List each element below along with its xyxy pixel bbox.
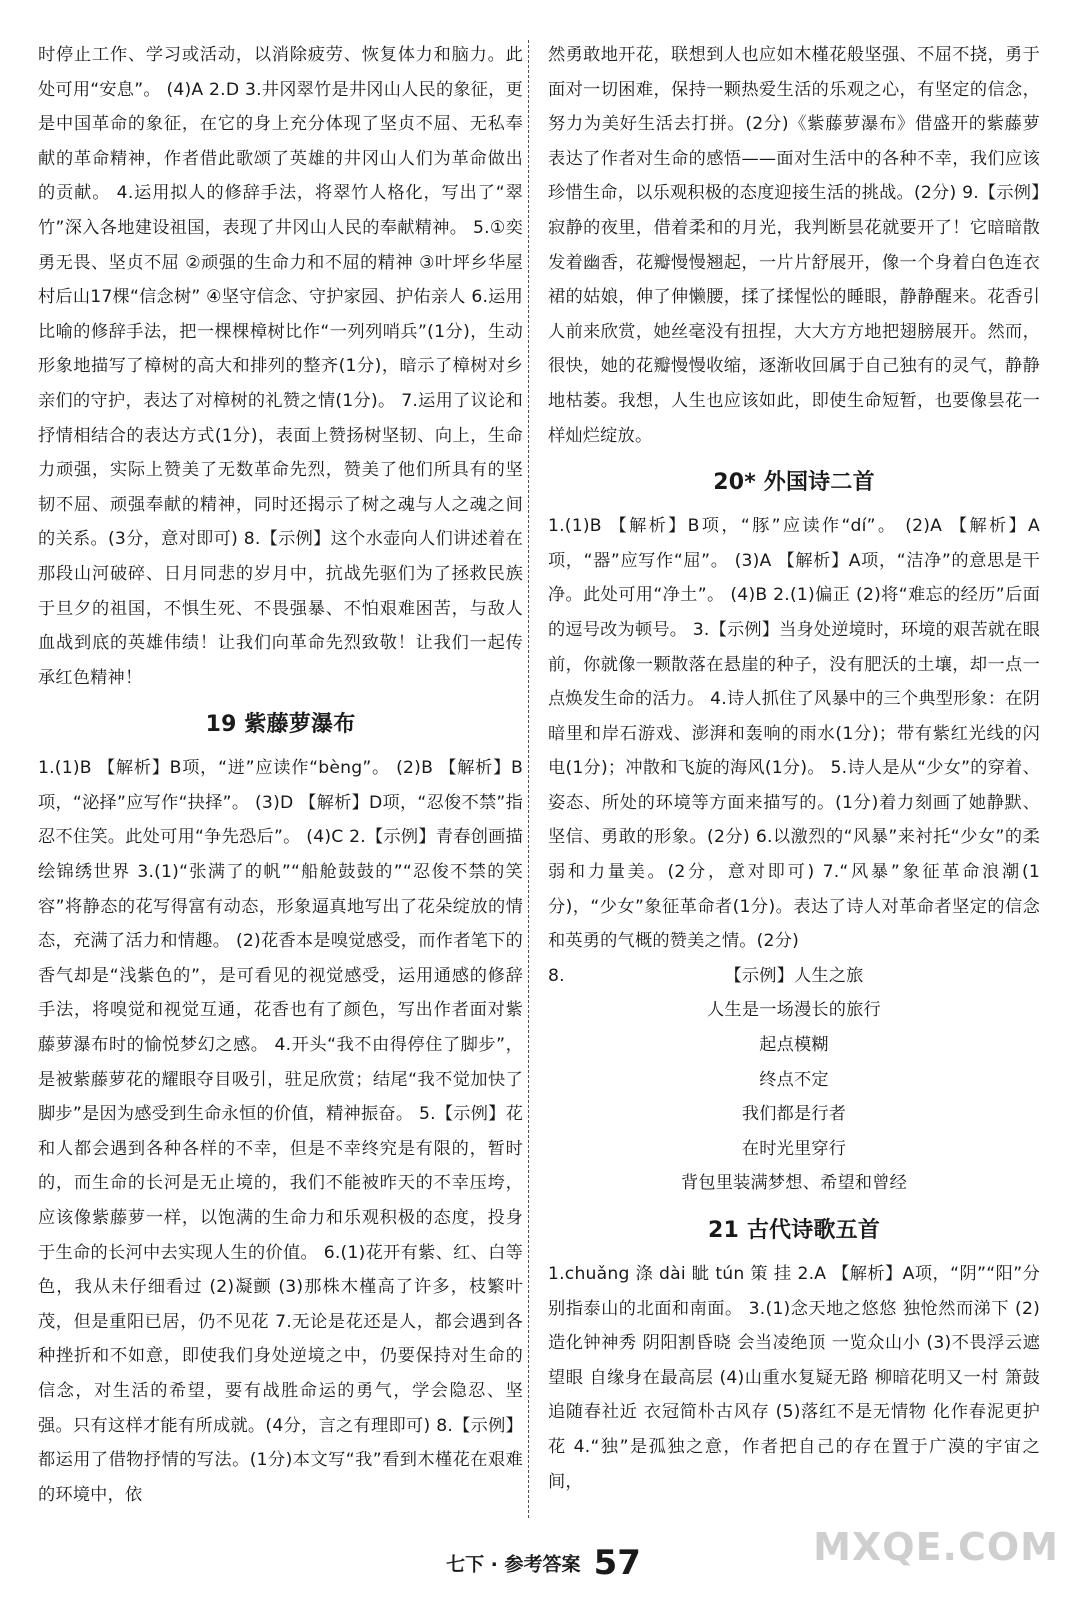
poem-line: 终点不定 [759, 1069, 829, 1090]
section-19-title: 19 紫藤萝瀑布 [205, 712, 356, 738]
poem-line: 起点模糊 [759, 1035, 829, 1056]
right-continued-paragraph: 然勇敢地开花，联想到人也应如木槿花般坚强、不屈不挠，勇于面对一切困难，保持一颗热爱生活的乐观之心，有坚定的信念，努力为美好生活去打拼。(2分)《紫藤萝瀑布》借盛开的紫藤萝表达了作者对生命的感悟——面对生活中的各种不幸，我们应该珍惜生命，以乐观积极的态度迎接生活的挑战。(2分) 9.【示例】寂静的夜里，借着柔和的月光，我判断昙花就要开了！它暗暗散发着幽香，花瓣慢慢翘起，一片片舒展开，像一个身着白色连衣裙的姑娘，伸了伸懒腰，揉了揉惺忪的睡眼，静静醒来。花香引人前来欣赏，她丝毫没有扭捏，大大方方地把翅膀展开。然而，很快，她的花瓣慢慢收缩，逐渐收回属于自己独有的灵气，静静地枯萎。我想，人生也应该如此，即使生命短暂，也要像昙花一样灿烂绽放。 [548, 45, 1040, 446]
poem-line: 我们都是行者 [741, 1104, 847, 1125]
section-19-body: 1.(1)B 【解析】B项，“迸”应读作“bèng”。 (2)B 【解析】B项，“泌择”应写作“抉择”。 (3)D 【解析】D项，“忍俊不禁”指忍不住笑。此处可用“争先恐后”。 (4)C 2.【示例】青春创画描绘锦绣世界 3.(1)“张满了的帆”“船舱鼓鼓的”“忍俊不禁的笑容”将静态的花写得富有动态，形象逼真地写出了花朵绽放的情态，充满了活力和情趣。 (2)花香本是嗅觉感受，而作者笔下的香气却是“浅紫色的”，是可看见的视觉感受，运用通感的修辞手法，将嗅觉和视觉互通，花香也有了颜色，写出作者面对紫藤萝瀑布时的愉悦梦幻之感。 4.开头“我不由得停住了脚步”，是被紫藤萝花的耀眼夺目吸引，驻足欣赏；结尾“我不觉加快了脚步”是因为感受到生命永恒的价值，精神振奋。 5.【示例】花和人都会遇到各种各样的不幸，但是不幸终究是有限的，暂时的，而生命的长河是无止境的，我们不能被昨天的不幸压垮，应该像紫藤萝一样，以饱满的生命力和乐观积极的态度，投身于生命的长河中去实现人生的价值。 6.(1)花开有紫、红、白等色，我从未仔细看过 (2)凝颤 (3)那株木槿高了许多，枝繁叶茂，但是重阳已居，仍不见花 7.无论是花还是人，都会遇到各种挫折和不如意，即使我们身处逆境之中，仍要保持对生命的信念，对生活的希望，要有战胜命运的勇气，学会隐忍、坚强。只有这样才能有所成就。(4分，言之有理即可) 8.【示例】都运用了借物抒情的写法。(1分)本文写“我”看到木槿花在艰难的环境中，依 [38, 758, 523, 1505]
right-column [548, 38, 1040, 1499]
left-intro-paragraph: 时停止工作、学习或活动，以消除疲劳、恢复体力和脑力。此处可用“安息”。 (4)A 2.D 3.井冈翠竹是井冈山人民的象征，更是中国革命的象征，在它的身上充分体现了坚贞不屈、无私奉献的革命精神，作者借此歌颂了英雄的井冈山人们为革命做出的贡献。 4.运用拟人的修辞手法，将翠竹人格化，写出了“翠竹”深入各地建设祖国，表现了井冈山人民的奉献精神。 5.①奕勇无畏、坚贞不屈 ②顽强的生命力和不屈的精神 ③叶坪乡华屋村后山17棵“信念树” ④坚守信念、守护家园、护佑亲人 6.运用比喻的修辞手法，把一棵棵樟树比作“一列列哨兵”(1分)，生动形象地描写了樟树的高大和排列的整齐(1分)，暗示了樟树对乡亲们的守护，表达了对樟树的礼赞之情(1分)。 7.运用了议论和抒情相结合的表达方式(1分)，表面上赞扬树坚韧、向上，生命力顽强，实际上赞美了无数革命先烈，赞美了他们所具有的坚韧不屈、顽强奉献的精神，同时还揭示了树之魂与人之魂之间的关系。(3分，意对即可) 8.【示例】这个水壶向人们讲述着在那段山河破碎、日月同悲的岁月中，抗战先驱们为了拯救民族于旦夕的祖国，不惧生死、不畏强暴、不怕艰难困苦，与敌人血战到底的英雄伟绩！让我们向革命先烈致敬！让我们一起传承红色精神！ [38, 45, 523, 688]
poem-line: 背包里装满梦想、希望和曾经 [680, 1173, 908, 1194]
question-8-number: 8. [548, 965, 565, 986]
section-20-title: 20* 外国诗二首 [713, 470, 875, 496]
poem-first-line [548, 959, 1040, 994]
footer-label: 七下 · 参考答案 [446, 1553, 581, 1576]
section-21-title: 21 古代诗歌五首 [707, 1218, 881, 1243]
watermark-logo: MXQE.COM [813, 1525, 1059, 1569]
left-column [38, 38, 523, 1512]
poem-line: 【示例】人生之旅 [724, 965, 864, 986]
column-divider [528, 40, 530, 1518]
poem-line: 在时光里穿行 [741, 1138, 847, 1159]
page-number: 57 [593, 1543, 641, 1583]
section-20-body: 1.(1)B 【解析】B项，“豚”应读作“dí”。 (2)A 【解析】A项，“器”应写作“屈”。 (3)A 【解析】A项，“洁净”的意思是干净。此处可用“净土”。 (4)B 2.(1)偏正 (2)将“难忘的经历”后面的逗号改为顿号。 3.【示例】当身处逆境时，环境的艰苦就在眼前，你就像一颗散落在悬崖的种子，没有肥沃的土壤，却一点一点焕发生命的活力。 4.诗人抓住了风暴中的三个典型形象：在阴暗里和岸石游戏、澎湃和轰响的雨水(1分)；带有紫红光线的闪电(1分)；冲散和飞旋的海风(1分)。 5.诗人是从“少女”的穿着、姿态、所处的环境等方面来描写的。(1分)着力刻画了她静默、坚信、勇敢的形象。(2分) 6.以激烈的“风暴”来衬托“少女”的柔弱和力量美。(2分，意对即可) 7.“风暴”象征革命浪潮(1分)，“少女”象征革命者(1分)。表达了诗人对革命者坚定的信念和英勇的气概的赞美之情。(2分) [548, 516, 1040, 952]
section-21-body: 1.chuǎng 涤 dài 眦 tún 策 挂 2.A 【解析】A项，“阴”“阳”分别指泰山的北面和南面。 3.(1)念天地之悠悠 独怆然而涕下 (2)造化钟神秀 阴阳割昏晓 会当凌绝顶 一览众山小 (3)不畏浮云遮望眼 自缘身在最高层 (4)山重水复疑无路 柳暗花明又一村 箫鼓追随春社近 衣冠简朴古风存 (5)落红不是无情物 化作春泥更护花 4.“独”是孤独之意，作者把自己的存在置于广漠的宇宙之间， [548, 1264, 1040, 1492]
poem-line: 人生是一场漫长的旅行 [707, 1000, 881, 1021]
